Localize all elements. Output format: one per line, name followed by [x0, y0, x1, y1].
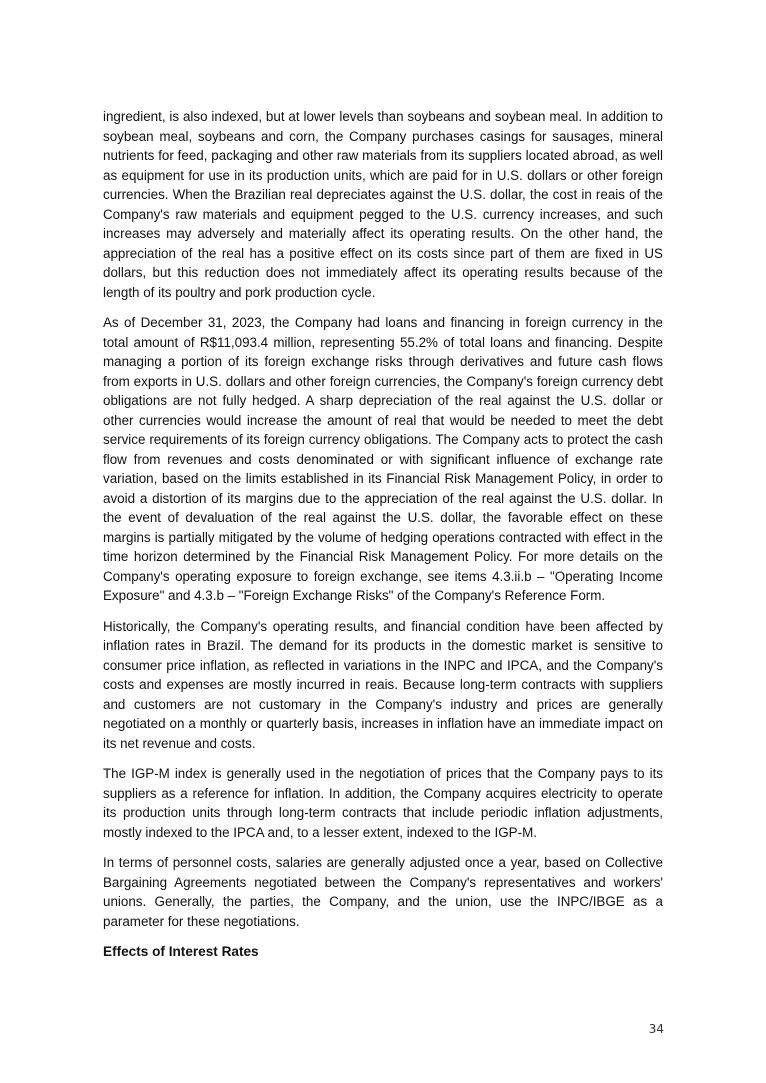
paragraph-igpm-index: The IGP-M index is generally used in the negotiation of prices that the Company pays to its suppliers as a reference for inflation. In addition, the Company acquires electricity to operate its production units through long-term contracts that include periodic inflation adjustments, mostly indexed to the IPCA and, to a lesser extent, indexed to the IGP-M.	[103, 766, 663, 840]
paragraph-personnel-costs: In terms of personnel costs, salaries are generally adjusted once a year, based on Collective Bargaining Agreements negotiated between the Company's representatives and workers' unions. Generally, the parties, the Company, and the union, use the INPC/IBGE as a parameter for these negotiations.	[103, 855, 663, 929]
section-heading-interest-rates: Effects of Interest Rates	[103, 944, 259, 959]
paragraph-inflation-history: Historically, the Company's operating results, and financial condition have been affected by inflation rates in Brazil. The demand for its products in the domestic market is sensitive to consumer price inflation, as reflected in variations in the INPC and IPCA, and the Company's costs and expenses are mostly incurred in reais. Because long-term contracts with suppliers and customers are not customary in the Company's industry and prices are generally negotiated on a monthly or quarterly basis, increases in inflation have an immediate impact on its net revenue and costs.	[103, 618, 663, 751]
paragraph-raw-materials-currency: ingredient, is also indexed, but at lower levels than soybeans and soybean meal. In addition to soybean meal, soybeans and corn, the Company purchases casings for sausages, mineral nutrients for feed, packaging and other raw materials from its suppliers located abroad, as well as equipment for use in its production units, which are paid for in U.S. dollars or other foreign currencies. When the Brazilian real depreciates against the U.S. dollar, the cost in reais of the Company's raw materials and equipment pegged to the U.S. currency increases, and such increases may adversely and materially affect its operating results. On the other hand, the appreciation of the real has a positive effect on its costs since part of them are fixed in US dollars, but this reduction does not immediately affect its operating results because of the length of its poultry and pork production cycle.	[103, 109, 663, 300]
page-number: 34	[648, 1022, 664, 1036]
paragraph-foreign-currency-loans: As of December 31, 2023, the Company had loans and financing in foreign currency in the total amount of R$11,093.4 million, representing 55.2% of total loans and financing. Despite managing a portion of its foreign exchange risks through derivatives and future cash flows from exports in U.S. dollars and other foreign currencies, the Company's foreign currency debt obligations are not fully hedged. A sharp depreciation of the real against the U.S. dollar or other currencies would increase the amount of real that would be needed to meet the debt service requirements of its foreign currency obligations. The Company acts to protect the cash flow from revenues and costs denominated or with significant influence of exchange rate variation, based on the limits established in its Financial Risk Management Policy, in order to avoid a distortion of its margins due to the appreciation of the real against the U.S. dollar. In the event of devaluation of the real against the U.S. dollar, the favorable effect on these margins is partially mitigated by the volume of hedging operations contracted with effect in the time horizon determined by the Financial Risk Management Policy. For more details on the Company's operating exposure to foreign exchange, see items 4.3.ii.b – "Operating Income Exposure" and 4.3.b – "Foreign Exchange Risks" of the Company's Reference Form.	[103, 315, 663, 603]
document-body	[103, 107, 663, 962]
